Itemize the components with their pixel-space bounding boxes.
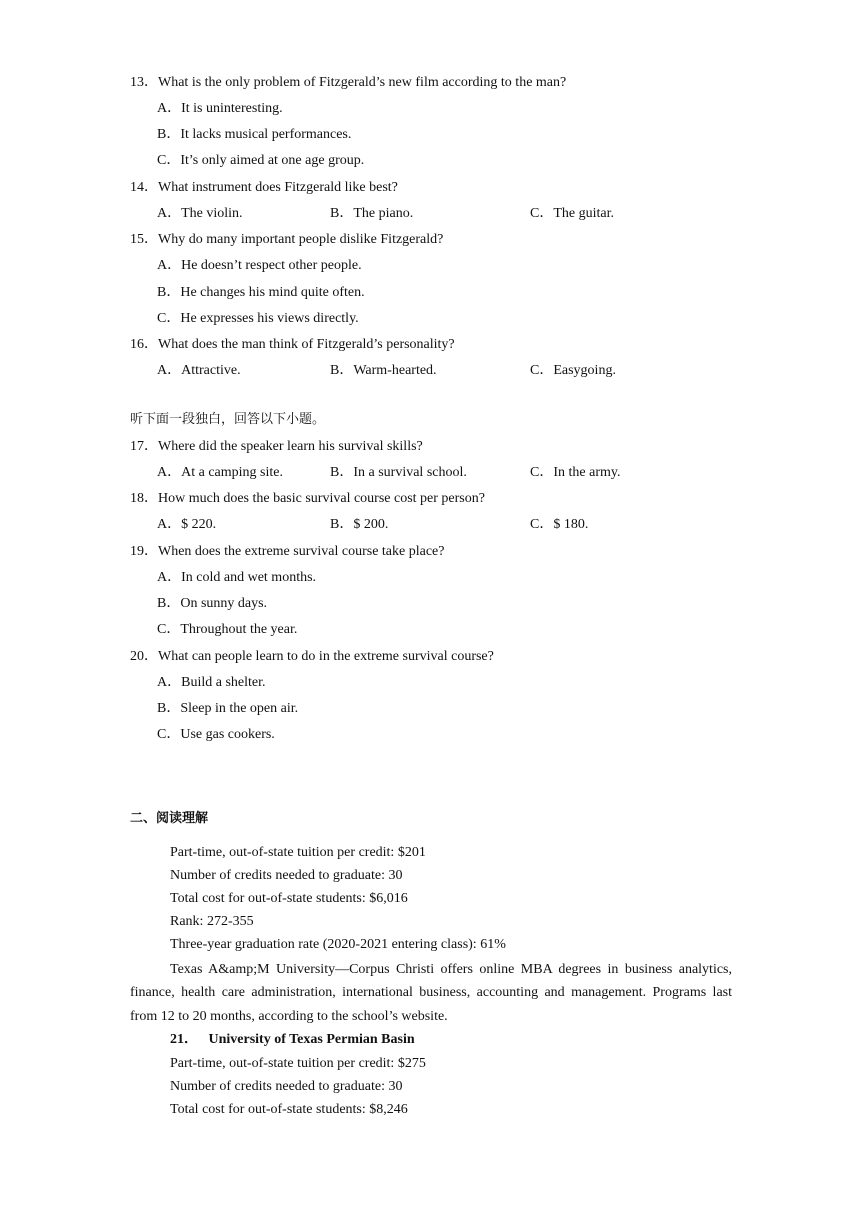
option-15a: A．He doesn’t respect other people.	[157, 258, 362, 273]
option-15c: C．He expresses his views directly.	[157, 311, 359, 326]
question-13: 13．What is the only problem of Fitzgerald’s new film according to the man?	[130, 75, 567, 90]
info-line: Rank: 272-355	[170, 914, 254, 929]
question-18: 18．How much does the basic survival course cost per person?	[130, 491, 485, 506]
reading-section-title: 二、阅读理解	[130, 811, 209, 826]
option-18b: B．$ 200.	[330, 517, 389, 532]
option-17b: B．In a survival school.	[330, 465, 467, 480]
question-21-number: 21．	[170, 1032, 198, 1047]
option-17a: A．At a camping site.	[157, 465, 283, 480]
option-14b: B．The piano.	[330, 206, 414, 221]
option-18c: C．$ 180.	[530, 517, 589, 532]
option-18a: A．$ 220.	[157, 517, 217, 532]
option-14c: C．The guitar.	[530, 206, 614, 221]
option-20c: C．Use gas cookers.	[157, 727, 275, 742]
info-line: Number of credits needed to graduate: 30	[170, 868, 403, 883]
option-20a: A．Build a shelter.	[157, 675, 266, 690]
option-19b: B．On sunny days.	[157, 596, 268, 611]
info-line: Total cost for out-of-state students: $6,016	[170, 891, 408, 906]
info-line: Total cost for out-of-state students: $8,246	[170, 1102, 408, 1117]
option-13c: C．It’s only aimed at one age group.	[157, 153, 365, 168]
option-16b: B．Warm-hearted.	[330, 363, 437, 378]
option-16a: A．Attractive.	[157, 363, 241, 378]
info-line: Number of credits needed to graduate: 30	[170, 1079, 403, 1094]
option-13b: B．It lacks musical performances.	[157, 127, 352, 142]
question-21-heading	[170, 1031, 415, 1049]
question-16: 16．What does the man think of Fitzgerald’s personality?	[130, 337, 455, 352]
question-19: 19．When does the extreme survival course take place?	[130, 544, 445, 559]
question-20: 20．What can people learn to do in the extreme survival course?	[130, 649, 494, 664]
option-19c: C．Throughout the year.	[157, 622, 298, 637]
option-17c: C．In the army.	[530, 465, 621, 480]
option-13a: A．It is uninteresting.	[157, 101, 283, 116]
question-17: 17．Where did the speaker learn his survival skills?	[130, 439, 423, 454]
monologue-instruction: 听下面一段独白，回答以下小题。	[130, 412, 326, 427]
option-19a: A．In cold and wet months.	[157, 570, 317, 585]
option-16c: C．Easygoing.	[530, 363, 616, 378]
question-15: 15．Why do many important people dislike Fitzgerald?	[130, 232, 444, 247]
info-line: Three-year graduation rate (2020-2021 entering class): 61%	[170, 937, 506, 952]
option-14a: A．The violin.	[157, 206, 243, 221]
question-14: 14．What instrument does Fitzgerald like best?	[130, 180, 398, 195]
info-line: Part-time, out-of-state tuition per credit: $275	[170, 1056, 426, 1071]
info-line: Part-time, out-of-state tuition per credit: $201	[170, 845, 426, 860]
option-20b: B．Sleep in the open air.	[157, 701, 299, 716]
tamu-cc-paragraph: Texas A&amp;M University—Corpus Christi offers online MBA degrees in business analytics, finance, health care administration, international business, accounting and management. Programs last from 12 to 20 months, according to the school’s website.	[130, 962, 732, 1024]
option-15b: B．He changes his mind quite often.	[157, 285, 365, 300]
question-21-title: University of Texas Permian Basin	[208, 1032, 415, 1047]
